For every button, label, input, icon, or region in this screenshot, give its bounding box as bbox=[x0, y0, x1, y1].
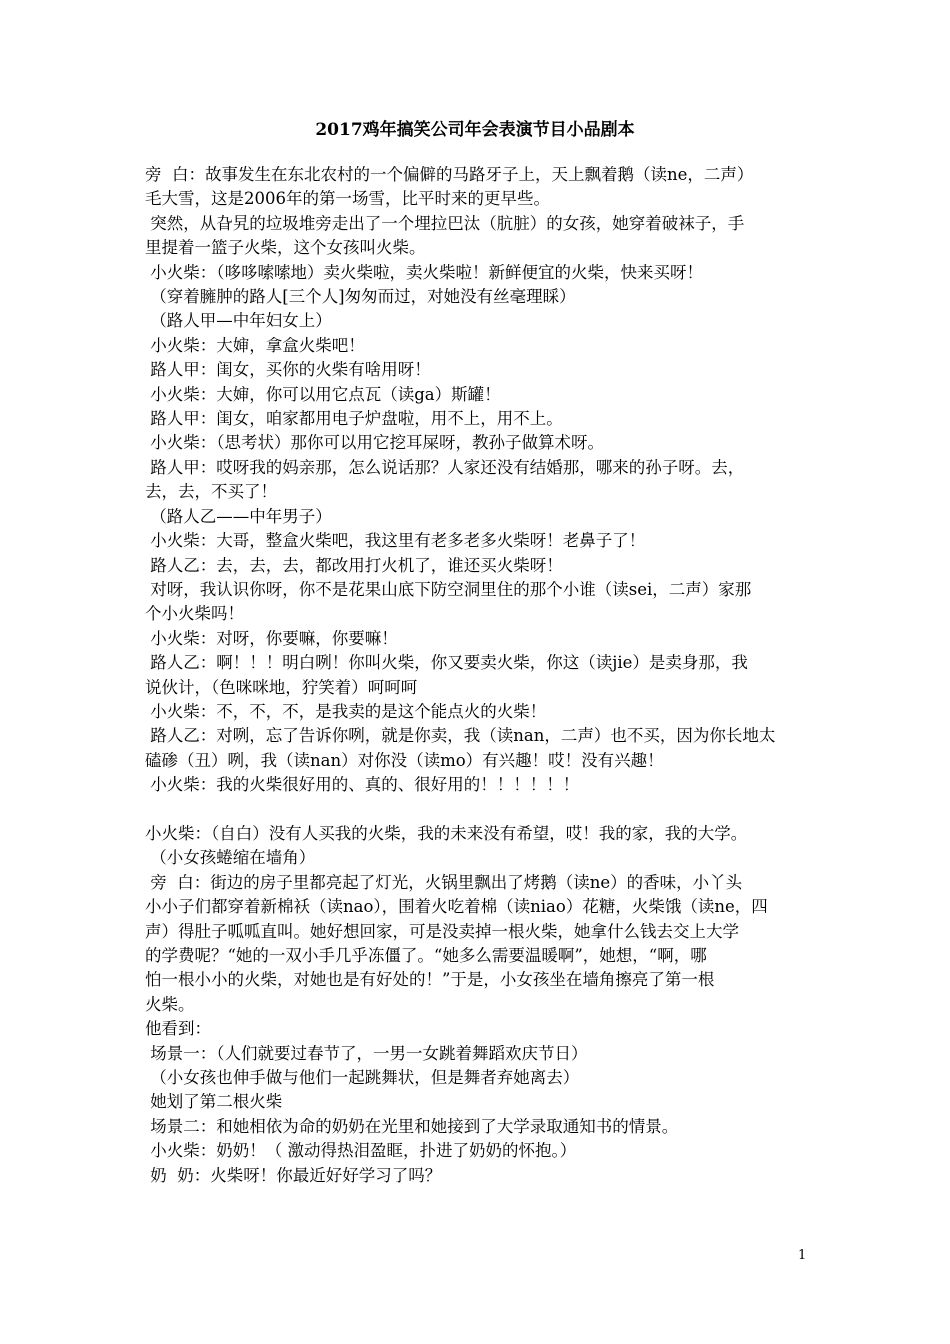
script-line: 去，去，不买了！ bbox=[145, 482, 277, 502]
script-line: （路人甲—中年妇女上） bbox=[145, 311, 332, 331]
script-line: 路人甲：闺女，咱家都用电子炉盘啦，用不上，用不上。 bbox=[145, 409, 563, 429]
script-line: 小火柴：奶奶！（ 激动得热泪盈眶，扑进了奶奶的怀抱。） bbox=[145, 1141, 577, 1161]
script-line: 突然，从旮旯的垃圾堆旁走出了一个埋拉巴汰（肮脏）的女孩，她穿着破袜子，手 bbox=[145, 213, 745, 233]
script-line: （小女孩蜷缩在墙角） bbox=[145, 848, 316, 868]
script-line: 里提着一篮子火柴，这个女孩叫火柴。 bbox=[145, 238, 426, 258]
script-line: 场景一：（人们就要过春节了，一男一女跳着舞蹈欢庆节日） bbox=[145, 1043, 588, 1063]
script-line: 她划了第二根火柴 bbox=[145, 1092, 283, 1112]
script-line: 小火柴：不，不，不，是我卖的是这个能点火的火柴！ bbox=[145, 701, 547, 721]
script-line: 磕碜（丑）咧，我（读nan）对你没（读mo）有兴趣！哎！没有兴趣！ bbox=[145, 750, 664, 770]
script-line: （穿着臃肿的路人[三个人]匆匆而过，对她没有丝毫理睬） bbox=[145, 287, 576, 307]
script-line: 小火柴：（哆哆嗦嗦地）卖火柴啦，卖火柴啦！新鲜便宜的火柴，快来买呀！ bbox=[145, 262, 703, 282]
script-line: 旁 白：街边的房子里都亮起了灯光，火锅里飘出了烤鹅（读ne）的香味，小丫头 bbox=[145, 872, 743, 892]
script-line: 说伙计，（色咪咪地，狞笑着）呵呵呵 bbox=[145, 677, 418, 697]
script-line: 对呀，我认识你呀，你不是花果山底下防空洞里住的那个小谁（读sei，二声）家那 bbox=[145, 579, 752, 599]
script-line: 路人乙：啊！！！明白咧！你叫火柴，你又要卖火柴，你这（读jie）是卖身那，我 bbox=[145, 653, 748, 673]
script-line: 小火柴：对呀，你要嘛，你要嘛！ bbox=[145, 628, 398, 648]
script-line: 他看到： bbox=[145, 1019, 211, 1039]
script-line: 路人甲：闺女，买你的火柴有啥用呀！ bbox=[145, 360, 431, 380]
page-number: 1 bbox=[798, 1248, 807, 1263]
script-line: 奶 奶：火柴呀！你最近好好学习了吗？ bbox=[145, 1165, 442, 1185]
script-line: 路人乙：去，去，去，都改用打火机了，谁还买火柴呀！ bbox=[145, 555, 563, 575]
script-line: （路人乙——中年男子） bbox=[145, 506, 332, 526]
script-line: 小火柴：（自白）没有人买我的火柴，我的未来没有希望，哎！我的家，我的大学。 bbox=[145, 823, 748, 843]
document-title: 2017鸡年搞笑公司年会表演节目小品剧本 bbox=[315, 120, 635, 140]
script-line: （小女孩也伸手做与他们一起跳舞状，但是舞者弃她离去） bbox=[145, 1068, 580, 1088]
script-line: 小火柴：（思考状）那你可以用它挖耳屎呀，教孙子做算术呀。 bbox=[145, 433, 604, 453]
script-body bbox=[145, 163, 809, 1188]
script-line: 火柴。 bbox=[145, 994, 195, 1014]
script-line: 小小子们都穿着新棉袄（读nao），围着火吃着棉（读niao）花糖，火柴饿（读ne，四 bbox=[145, 897, 768, 917]
script-line: 小火柴：大婶，你可以用它点瓦（读ga）斯罐！ bbox=[145, 384, 501, 404]
script-line: 路人甲：哎呀我的妈亲那，怎么说话那？人家还没有结婚那，哪来的孙子呀。去， bbox=[145, 457, 745, 477]
script-line: 个小火柴吗！ bbox=[145, 604, 244, 624]
script-line: 小火柴：我的火柴很好用的、真的、很好用的！！！！！！ bbox=[145, 775, 580, 795]
script-line: 小火柴：大哥，整盒火柴吧，我这里有老多老多火柴呀！老鼻子了！ bbox=[145, 531, 646, 551]
script-line: 毛大雪，这是2006年的第一场雪，比平时来的更早些。 bbox=[145, 189, 550, 209]
script-line: 旁 白：故事发生在东北农村的一个偏僻的马路牙子上，天上飘着鹅（读ne，二声） bbox=[145, 165, 754, 184]
script-line: 怕一根小小的火柴，对她也是有好处的！”于是，小女孩坐在墙角擦亮了第一根 bbox=[145, 970, 715, 990]
script-line: 的学费呢？“她的一双小手几乎冻僵了。“她多么需要温暖啊”，她想，“啊，哪 bbox=[145, 945, 707, 965]
script-line bbox=[145, 798, 809, 822]
script-line: 路人乙：对咧，忘了告诉你咧，就是你卖，我（读nan，二声）也不买，因为你长地太 bbox=[145, 726, 776, 746]
script-line: 场景二：和她相依为命的奶奶在光里和她接到了大学录取通知书的情景。 bbox=[145, 1116, 679, 1136]
script-line: 小火柴：大婶，拿盒火柴吧！ bbox=[145, 335, 365, 355]
script-line: 声）得肚子呱呱直叫。她好想回家，可是没卖掉一根火柴，她拿什么钱去交上大学 bbox=[145, 921, 739, 941]
